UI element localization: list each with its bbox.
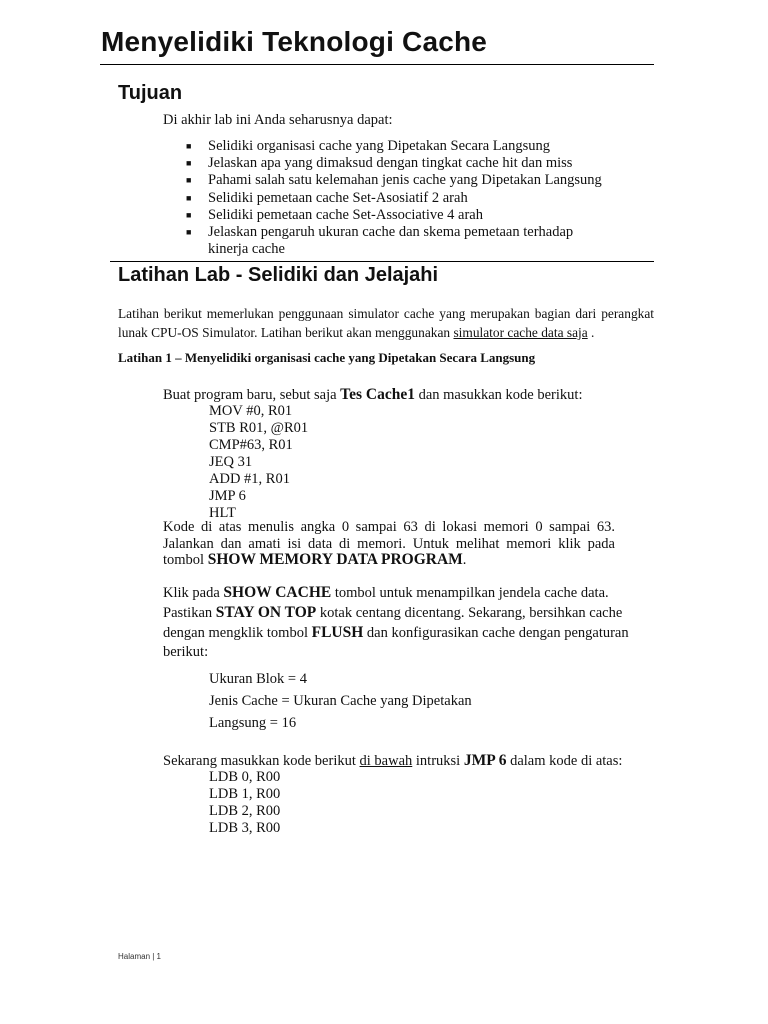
list-item: ■ Jelaskan apa yang dimaksud dengan tingkat cache hit dan miss <box>186 155 573 172</box>
page-footer: Halaman | 1 <box>118 952 161 961</box>
setting-line: Jenis Cache = Ukuran Cache yang Dipetakan <box>209 693 472 709</box>
show-cache-button-label: SHOW CACHE <box>223 584 332 601</box>
title-divider <box>100 64 654 65</box>
step-3-text: Sekarang masukkan kode berikut di bawah intruksi JMP 6 dalam kode di atas: <box>163 752 623 769</box>
code-line: CMP#63, R01 <box>209 437 293 453</box>
bullet-icon: ■ <box>186 192 192 203</box>
setting-line: Langsung = 16 <box>209 715 297 731</box>
bullet-icon: ■ <box>186 227 192 238</box>
code-line: JMP 6 <box>209 488 246 504</box>
jmp-instruction: JMP 6 <box>463 752 507 769</box>
section-heading-latihan: Latihan Lab - Selidiki dan Jelajahi <box>118 264 439 286</box>
list-item: ■ Selidiki organisasi cache yang Dipetakan Secara Langsung <box>186 138 550 154</box>
stay-on-top-label: STAY ON TOP <box>215 604 317 621</box>
step-1-text: Buat program baru, sebut saja Tes Cache1 dan masukkan kode berikut: <box>163 386 583 403</box>
show-memory-button-label: SHOW MEMORY DATA PROGRAM <box>207 551 463 568</box>
code-line: JEQ 31 <box>209 454 253 470</box>
below-underlined: di bawah <box>359 753 413 769</box>
code-line: LDB 3, R00 <box>209 820 281 836</box>
cache-instructions: Klik pada SHOW CACHE tombol untuk menampilkan jendela cache data. Pastikan STAY ON TOP kotak centang dicentang. Sekarang, bersihkan cache dengan mengklik tombol FLUSH dan konfigurasikan cache dengan pengaturan berikut: <box>163 584 629 660</box>
setting-line: Ukuran Blok = 4 <box>209 671 307 687</box>
list-item: ■ Jelaskan pengaruh ukuran cache dan skema pemetaan terhadap kinerja cache <box>186 224 574 258</box>
code-line: LDB 2, R00 <box>209 803 281 819</box>
bullet-icon: ■ <box>186 209 192 220</box>
flush-button-label: FLUSH <box>311 624 364 641</box>
code-line: LDB 0, R00 <box>209 769 281 785</box>
latihan-intro: Latihan berikut memerlukan penggunaan simulator cache yang merupakan bagian dari perangkat lunak CPU-OS Simulator. Latihan berikut akan menggunakan simulator cache data saja . <box>118 306 654 340</box>
code-line: ADD #1, R01 <box>209 471 290 487</box>
tujuan-intro: Di akhir lab ini Anda seharusnya dapat: <box>163 112 393 128</box>
bullet-icon: ■ <box>186 158 192 169</box>
bullet-icon: ■ <box>186 141 192 151</box>
objectives-list <box>186 138 646 258</box>
list-item: ■ Pahami salah satu kelemahan jenis cache yang Dipetakan Langsung <box>186 172 602 189</box>
page-title: Menyelidiki Teknologi Cache <box>101 26 488 57</box>
list-item: ■ Selidiki pemetaan cache Set-Associative 4 arah <box>186 206 483 223</box>
exercise-1-title: Latihan 1 – Menyelidiki organisasi cache yang Dipetakan Secara Langsung <box>118 350 536 365</box>
section-divider <box>110 261 654 262</box>
code-line: HLT <box>209 505 236 521</box>
code-line: STB R01, @R01 <box>209 420 309 436</box>
list-item: ■ Selidiki pemetaan cache Set-Asosiatif 2 arah <box>186 189 468 206</box>
program-name: Tes Cache1 <box>340 386 415 403</box>
code-line: MOV #0, R01 <box>209 403 293 419</box>
code-description: Kode di atas menulis angka 0 sampai 63 di lokasi memori 0 sampai 63. Jalankan dan amati isi data di memori. Untuk melihat memori klik pada tombol SHOW MEMORY DATA PROGRAM. <box>163 519 615 568</box>
code-line: LDB 1, R00 <box>209 786 281 802</box>
bullet-icon: ■ <box>186 175 192 186</box>
data-cache-simulator-link: simulator cache data saja <box>453 325 588 340</box>
section-heading-tujuan: Tujuan <box>118 82 183 104</box>
